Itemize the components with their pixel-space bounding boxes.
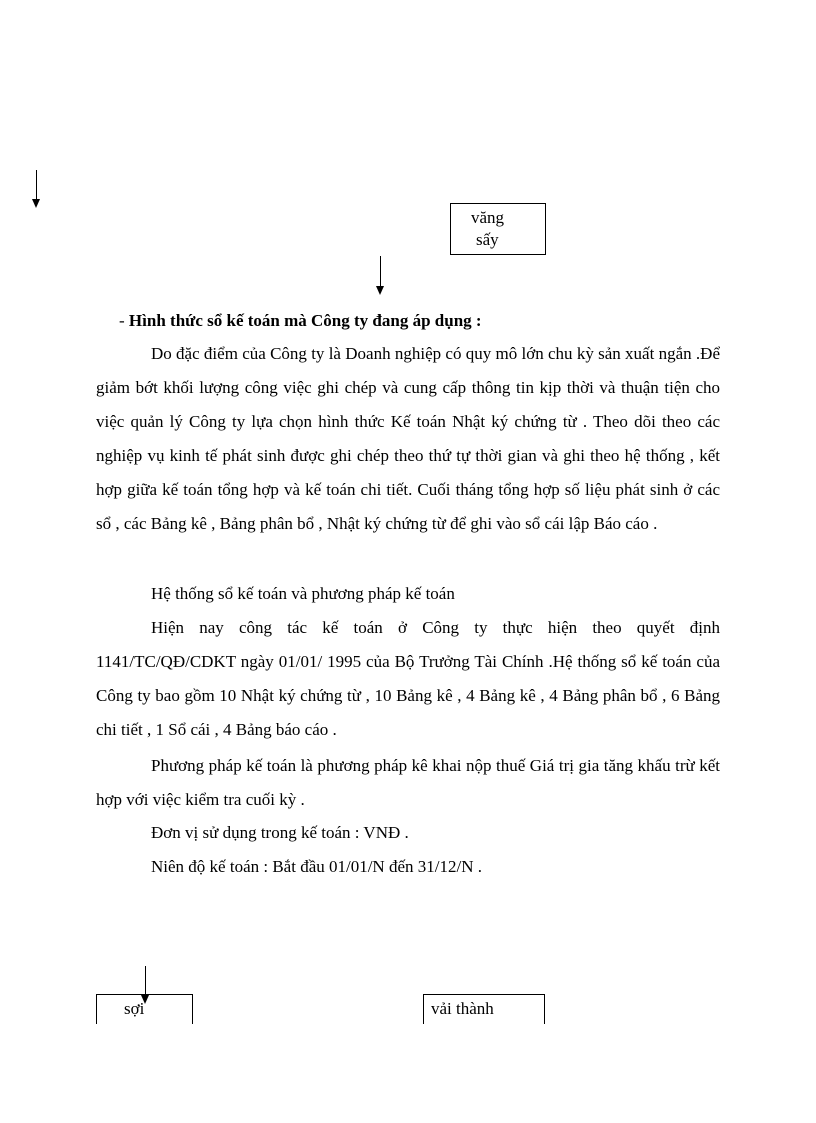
paragraph-4: Phương pháp kế toán là phương pháp kê khai nộp thuế Giá trị gia tăng khấu trừ kết hợp với việc kiểm tra cuối kỳ . (96, 756, 720, 809)
paragraph-2-subheading: Hệ thống sổ kế toán và phương pháp kế toán (151, 584, 455, 603)
diagram-box-soi-label: sợi (124, 999, 145, 1018)
diagram-box-label-line1: văng (471, 208, 505, 227)
paragraph-1: Do đặc điểm của Công ty là Doanh nghiệp có quy mô lớn chu kỳ sản xuất ngắn .Để giảm bớt khối lượng công việc ghi chép và cung cấp thông tin kịp thời và thuận tiện cho việc quản lý Công ty lựa chọn hình thức Kế toán Nhật ký chứng từ . Theo dõi theo các nghiệp vụ kinh tế phát sinh được ghi chép theo thứ tự thời gian và ghi theo hệ thống , kết hợp giữa kế toán tổng hợp và kế toán chi tiết. Cuối tháng tổng hợp số liệu phát sinh ở các sổ , các Bảng kê , Bảng phân bổ , Nhật ký chứng từ để ghi vào sổ cái lập Báo cáo . (96, 344, 720, 533)
paragraph-6-fiscal-year: Niên độ kế toán : Bắt đầu 01/01/N đến 31/12/N . (151, 857, 482, 876)
diagram-box-vai-thanh (423, 994, 545, 1024)
paragraph-3: Hiện nay công tác kế toán ở Công ty thực hiện theo quyết định 1141/TC/QĐ/CDKT ngày 01/01/ 1995 của Bộ Trưởng Tài Chính .Hệ thống sổ kế toán của Công ty bao gồm 10 Nhật ký chứng từ , 10 Bảng kê , 4 Bảng kê , 4 Bảng phân bổ , 6 Bảng chi tiết , 1 Sổ cái , 4 Bảng báo cáo . (96, 618, 720, 739)
paragraph-5-currency: Đơn vị sử dụng trong kế toán : VNĐ . (151, 823, 409, 842)
heading-text: Hình thức sổ kế toán mà Công ty đang áp dụng : (128, 311, 482, 330)
diagram-box-vai-thanh-label: vải thành (431, 999, 494, 1018)
heading-dash: - (119, 311, 129, 330)
diagram-box-vang-say (450, 203, 546, 255)
section-heading (119, 311, 482, 331)
diagram-box-label-line2: sấy (476, 230, 499, 249)
